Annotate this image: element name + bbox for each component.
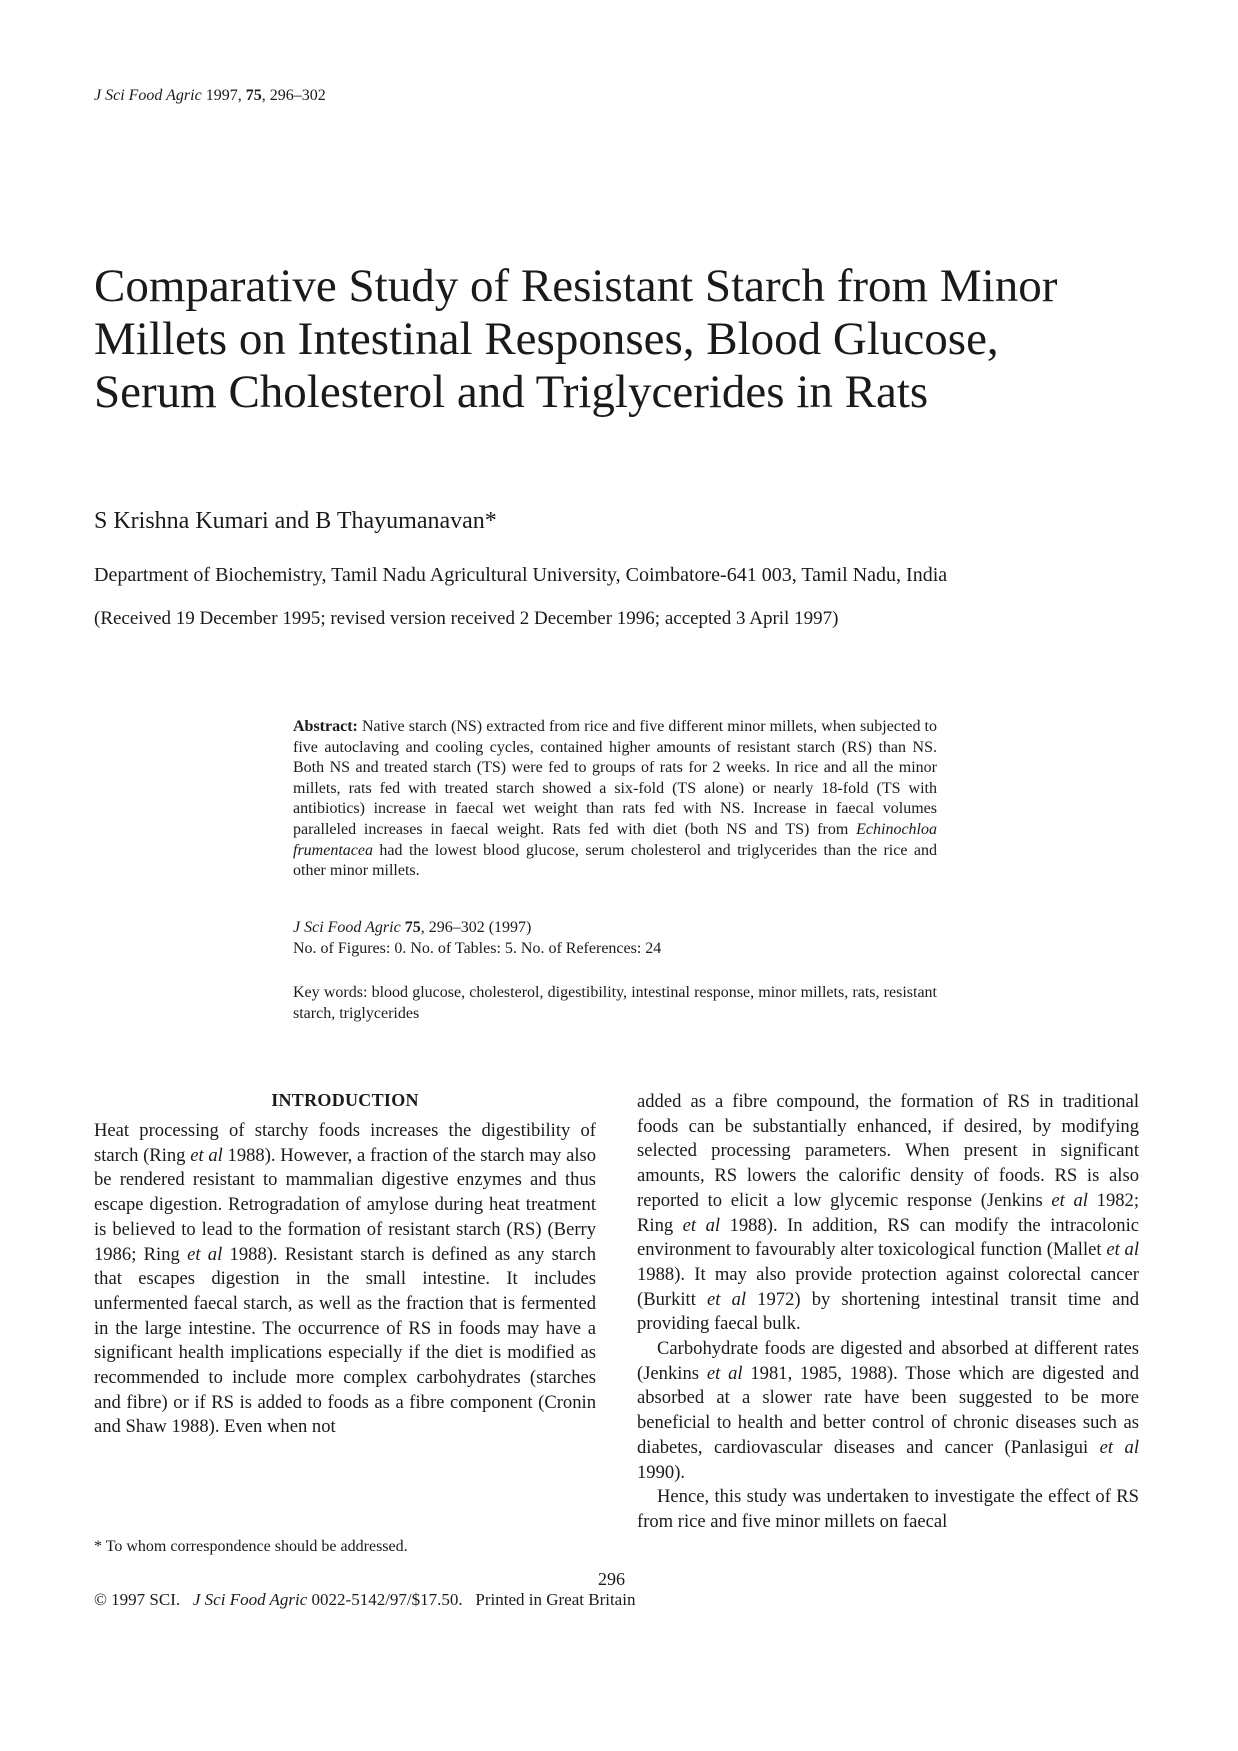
- abstract-text-2: had the lowest blood glucose, serum cholesterol and triglycerides than the rice and other minor millets.: [293, 841, 937, 880]
- text-run: et al: [707, 1288, 747, 1310]
- intro-paragraph-continued: [637, 1090, 1139, 1337]
- text-run: et al: [1106, 1239, 1140, 1261]
- keywords: Key words: blood glucose, cholesterol, digestibility, intestinal response, minor millets, rats, resistant starch, triglycerides: [293, 984, 937, 1022]
- received-dates: (Received 19 December 1995; revised version received 2 December 1996; accepted 3 April 1997): [94, 608, 839, 629]
- citation-counts: No. of Figures: 0. No. of Tables: 5. No. of References: 24: [293, 939, 662, 957]
- running-head-year: 1997,: [201, 87, 246, 104]
- section-heading-introduction: INTRODUCTION: [271, 1090, 419, 1110]
- text-run: 1972) by shortening intestinal transit time and providing faecal bulk.: [637, 1288, 1140, 1335]
- text-run: 1988). It may also provide protection against colorectal cancer (Burkitt: [637, 1263, 1139, 1310]
- affiliation: Department of Biochemistry, Tamil Nadu Agricultural University, Coimbatore-641 003, Tamil Nadu, India: [94, 564, 948, 586]
- text-run: et al: [706, 1362, 743, 1384]
- intro-paragraph-3: Hence, this study was undertaken to investigate the effect of RS from rice and five minor millets on faecal: [637, 1486, 1139, 1532]
- running-head-pages: , 296–302: [261, 87, 326, 104]
- text-run: 1982; Ring: [637, 1189, 1140, 1236]
- text-run: Heat processing of starchy foods increases the digestibility of starch (Ring: [94, 1120, 596, 1166]
- page-footer: [94, 1590, 635, 1610]
- citation-pages: , 296–302 (1997): [420, 919, 532, 936]
- text-run: added as a fibre compound, the formation of RS in traditional foods can be substantially enhanced, if desired, by modifying selected processing parameters. When present in significant amounts, RS lowers the calorific density of foods. RS is also reported to elicit a low glycemic response (Jenkins: [637, 1091, 1139, 1211]
- intro-paragraph-1: [94, 1119, 596, 1440]
- abstract: [293, 717, 937, 882]
- page-number: 296: [598, 1569, 625, 1589]
- citation-volume: 75: [404, 919, 421, 936]
- abstract-species: Echinochloa frumentacea: [293, 820, 937, 859]
- text-run: 1981, 1985, 1988). Those which are digested and absorbed at a slower rate have been suggested to be more beneficial to health and better control of chronic diseases such as diabetes, cardiovascular diseases and cancer (Panlasigui: [637, 1362, 1139, 1458]
- text-run: Carbohydrate foods are digested and absorbed at different rates (Jenkins: [637, 1338, 1139, 1384]
- abstract-text-1: Native starch (NS) extracted from rice and five different minor millets, when subjected to five autoclaving and cooling cycles, contained higher amounts of resistant starch (RS) than NS. Both NS and treated starch (TS) were fed to groups of rats for 2 weeks. In rice and all the minor millets, rats fed with treated starch showed a six-fold (TS alone) or nearly 18-fold (TS with antibiotics) increase in faecal wet weight than rats fed with NS. Increase in faecal volumes paralleled increases in faecal weight. Rats fed with diet (both NS and TS) from: [293, 718, 937, 838]
- left-column: [94, 1119, 596, 1440]
- correspondence-footnote: * To whom correspondence should be addressed.: [94, 1538, 408, 1555]
- text-run: et al: [1099, 1436, 1139, 1458]
- text-run: et al: [190, 1144, 223, 1166]
- authors: S Krishna Kumari and B Thayumanavan*: [94, 508, 497, 534]
- right-column: [637, 1090, 1139, 1535]
- text-run: 1988). However, a fraction of the starch may also be rendered resistant to mammalian digestive enzymes and thus escape digestion. Retrogradation of amylose during heat treatment is believed to lead to the formation of resistant starch (RS) (Berry 1986; Ring: [94, 1144, 597, 1265]
- footer-issn: 0022-5142/97/$17.50.: [307, 1590, 463, 1609]
- paper-title: Comparative Study of Resistant Starch from Minor Millets on Intestinal Responses, Blood Glucose, Serum Cholesterol and Triglycerides in Rats: [94, 260, 1058, 418]
- running-head-journal: J Sci Food Agric: [94, 87, 202, 104]
- intro-paragraph-2: [637, 1337, 1139, 1485]
- citation-block: [293, 918, 661, 959]
- citation-line: [293, 918, 661, 939]
- footer-printed: Printed in Great Britain: [475, 1590, 636, 1609]
- text-run: et al: [1051, 1189, 1088, 1211]
- citation-journal: J Sci Food Agric: [293, 919, 401, 936]
- running-head-volume: 75: [245, 87, 262, 104]
- footer-copyright: © 1997 SCI.: [94, 1590, 181, 1609]
- text-run: et al: [187, 1243, 223, 1265]
- text-run: 1988). In addition, RS can modify the intracolonic environment to favourably alter toxicological function (Mallet: [637, 1214, 1139, 1261]
- abstract-label: Abstract:: [293, 718, 358, 735]
- text-run: et al: [682, 1214, 721, 1236]
- footer-journal: J Sci Food Agric: [192, 1590, 308, 1609]
- text-run: 1990).: [637, 1461, 686, 1483]
- text-run: 1988). Resistant starch is defined as any starch that escapes digestion in the small intestine. It includes unfermented faecal starch, as well as the fraction that is fermented in the large intestine. The occurrence of RS in foods may have a significant health implications especially if the diet is modified as recommended to include more complex carbohydrates (starches and fibre) or if RS is added to foods as a fibre component (Cronin and Shaw 1988). Even when not: [94, 1243, 597, 1438]
- running-head: [94, 87, 326, 105]
